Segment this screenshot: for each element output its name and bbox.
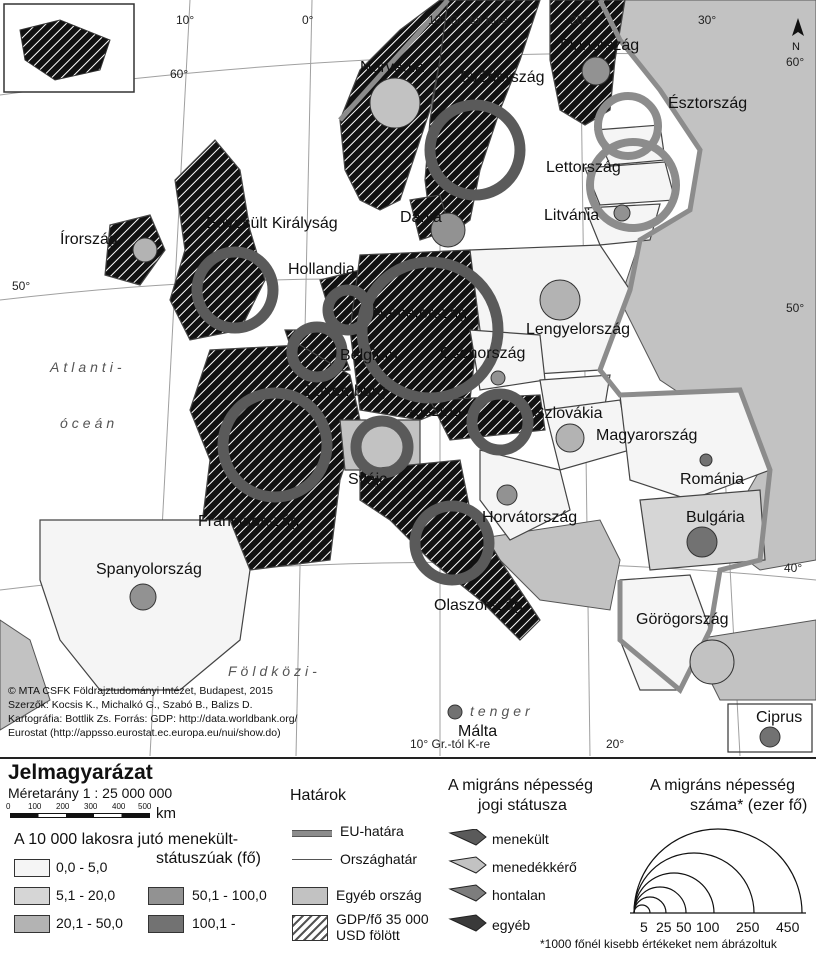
label-litvania: Litvánia <box>544 207 600 224</box>
pie-malta <box>448 705 462 719</box>
coord-bottom-20: 20° <box>606 737 625 751</box>
refugee-title-1: A 10 000 lakosra jutó menekült- <box>14 831 239 848</box>
borders-title: Határok <box>290 787 347 804</box>
scale-tick-500: 500 <box>138 802 152 811</box>
class-swatch-1 <box>14 859 50 877</box>
gdp-swatch <box>292 915 328 941</box>
label-nemetorszag: Németország <box>372 305 468 322</box>
count-arc-250 <box>634 853 754 913</box>
other-country-label: Egyéb ország <box>336 887 422 903</box>
locator-inset <box>4 4 134 92</box>
scale-bar <box>10 813 150 818</box>
gdp-label-2: USD fölött <box>336 927 400 943</box>
label-finnorszag: Finnország <box>560 37 640 54</box>
count-footnote: *1000 főnél kisebb értékeket nem ábrázoltuk <box>540 937 777 951</box>
status-symbol-hontalan <box>450 885 486 901</box>
status-symbol-menedekkero <box>450 857 486 873</box>
label-irorszag: Írország <box>60 231 118 248</box>
class-label-5: 100,1 - <box>192 915 236 931</box>
label-szlovakia: Szlovákia <box>534 405 603 422</box>
scale-tick-100: 100 <box>28 802 42 811</box>
scale-text: Méretarány 1 : 25 000 000 <box>8 785 173 801</box>
label-svedorszag: Svédország <box>460 69 545 86</box>
legend <box>0 757 816 954</box>
eu-border-label: EU-határa <box>340 823 404 839</box>
label-malta: Málta <box>458 723 498 740</box>
label-hollandia: Hollandia <box>288 261 355 278</box>
north-letter: N <box>792 41 800 53</box>
status-title-1: A migráns népesség <box>448 777 593 794</box>
pie-gorogorszag <box>690 640 734 684</box>
status-label-hontalan: hontalan <box>492 887 546 903</box>
coord-lat-50-right: 50° <box>786 301 805 315</box>
pie-finnorszag <box>582 57 610 85</box>
sea-med-1: Földközi- <box>228 663 321 679</box>
status-symbol-menekult <box>450 829 486 845</box>
class-swatch-2 <box>14 887 50 905</box>
label-ausztria: Ausztria <box>404 403 462 420</box>
pie-spanyolorszag <box>130 584 156 610</box>
label-horvatorszag: Horvátország <box>482 509 578 526</box>
status-title-2: jogi státusza <box>478 797 567 814</box>
pie-csehorszag <box>491 371 505 385</box>
scale-unit: km <box>156 805 176 822</box>
count-semicircles <box>630 817 810 917</box>
label-lengyelorszag: Lengyelország <box>526 321 631 338</box>
label-luxemburg: Luxemburg <box>306 383 387 400</box>
label-spanyolorszag: Spanyolország <box>96 561 202 578</box>
count-val-50: 50 <box>676 919 692 935</box>
count-val-450: 450 <box>776 919 800 935</box>
pie-litvania <box>614 205 630 221</box>
coord-lat-50-left: 50° <box>12 279 31 293</box>
count-title-1: A migráns népesség <box>650 777 795 794</box>
scale-tick-400: 400 <box>112 802 126 811</box>
pie-lengyelorszag <box>540 280 580 320</box>
coord-bottom-10: 10° Gr.-tól K-re <box>410 737 491 751</box>
label-dania: Dánia <box>400 209 442 226</box>
credit-line-1: © MTA CSFK Földrajztudományi Intézet, Budapest, 2015 <box>8 685 273 697</box>
count-val-250: 250 <box>736 919 760 935</box>
other-country-swatch <box>292 887 328 905</box>
refugee-title-2: státuszúak (fő) <box>156 850 261 867</box>
scale-tick-200: 200 <box>56 802 70 811</box>
scale-ticks <box>6 802 156 812</box>
status-label-egyeb: egyéb <box>492 917 531 933</box>
label-franciaorszag: Franciaország <box>198 513 300 530</box>
coord-lat-60-right: 60° <box>786 55 805 69</box>
label-magyarorszag: Magyarország <box>596 427 698 444</box>
coord-lat-40: 40° <box>784 561 803 575</box>
label-ciprus: Ciprus <box>756 709 803 726</box>
credit-line-2: Szerzők: Kocsis K., Michalkó G., Szabó B., Balizs D. <box>8 699 253 711</box>
coord-lon-30e: 30° <box>698 13 717 27</box>
label-norvegia: Norvégia <box>360 59 425 76</box>
pie-bulgaria <box>687 527 717 557</box>
label-uk: Egyesült Királyság <box>206 215 338 232</box>
sea-atlantic-1: Atlanti- <box>50 359 126 375</box>
coord-lon-10w: 10° <box>176 13 195 27</box>
sea-atlantic-2: óceán <box>60 415 119 431</box>
credit-line-4: Eurostat (http://appsso.eurostat.ec.europa.eu/nui/show.do) <box>8 727 281 739</box>
label-svajc: Svájc <box>348 471 388 488</box>
coord-lon-10e: 10° Gr.-tól K-re <box>428 13 509 27</box>
count-title-2: száma* (ezer fő) <box>690 797 808 814</box>
coord-lat-60-left: 60° <box>170 67 189 81</box>
label-lettorszag: Lettország <box>546 159 621 176</box>
class-swatch-5 <box>148 915 184 933</box>
class-label-1: 0,0 - 5,0 <box>56 859 108 875</box>
credit-line-3: Kartográfia: Bottlik Zs. Forrás: GDP: http://data.worldbank.org/ <box>8 713 298 725</box>
class-label-3: 20,1 - 50,0 <box>56 915 123 931</box>
eu-border-symbol <box>292 830 332 837</box>
gdp-label-1: GDP/fő 35 000 <box>336 911 429 927</box>
coord-lon-0: 0° <box>302 13 314 27</box>
count-val-5: 5 <box>640 919 648 935</box>
class-swatch-3 <box>14 915 50 933</box>
count-val-25: 25 <box>656 919 672 935</box>
pie-romania <box>700 454 712 466</box>
country-border-symbol <box>292 859 332 860</box>
pie-ciprus <box>760 727 780 747</box>
pie-irorszag <box>133 238 157 262</box>
country-border-label: Országhatár <box>340 851 418 867</box>
coord-lon-20e: 20° <box>570 13 589 27</box>
status-label-menekult: menekült <box>492 831 549 847</box>
class-label-2: 5,1 - 20,0 <box>56 887 116 903</box>
count-arc-100 <box>634 873 714 913</box>
count-val-100: 100 <box>696 919 720 935</box>
pie-horvatorszag <box>497 485 517 505</box>
sea-med-2: tenger <box>470 703 534 719</box>
pie-szlovakia <box>556 424 584 452</box>
label-romania: Románia <box>680 471 745 488</box>
status-symbols <box>448 829 488 949</box>
label-csehorszag: Csehország <box>440 345 526 362</box>
scale-tick-300: 300 <box>84 802 98 811</box>
label-esztorszag: Észtország <box>668 95 748 112</box>
pie-norvegia <box>370 78 420 128</box>
count-arc-5 <box>634 905 650 913</box>
status-symbol-egyeb <box>450 915 486 931</box>
label-olaszorszag: Olaszország <box>434 597 523 614</box>
label-belgium: Belgium <box>340 347 398 364</box>
status-label-menedekkero: menedékkérő <box>492 859 577 875</box>
legend-title: Jelmagyarázat <box>8 761 153 784</box>
class-swatch-4 <box>148 887 184 905</box>
class-label-4: 50,1 - 100,0 <box>192 887 267 903</box>
label-gorogorszag: Görögország <box>636 611 729 628</box>
label-bulgaria: Bulgária <box>686 509 745 526</box>
scale-tick-0: 0 <box>6 802 11 811</box>
